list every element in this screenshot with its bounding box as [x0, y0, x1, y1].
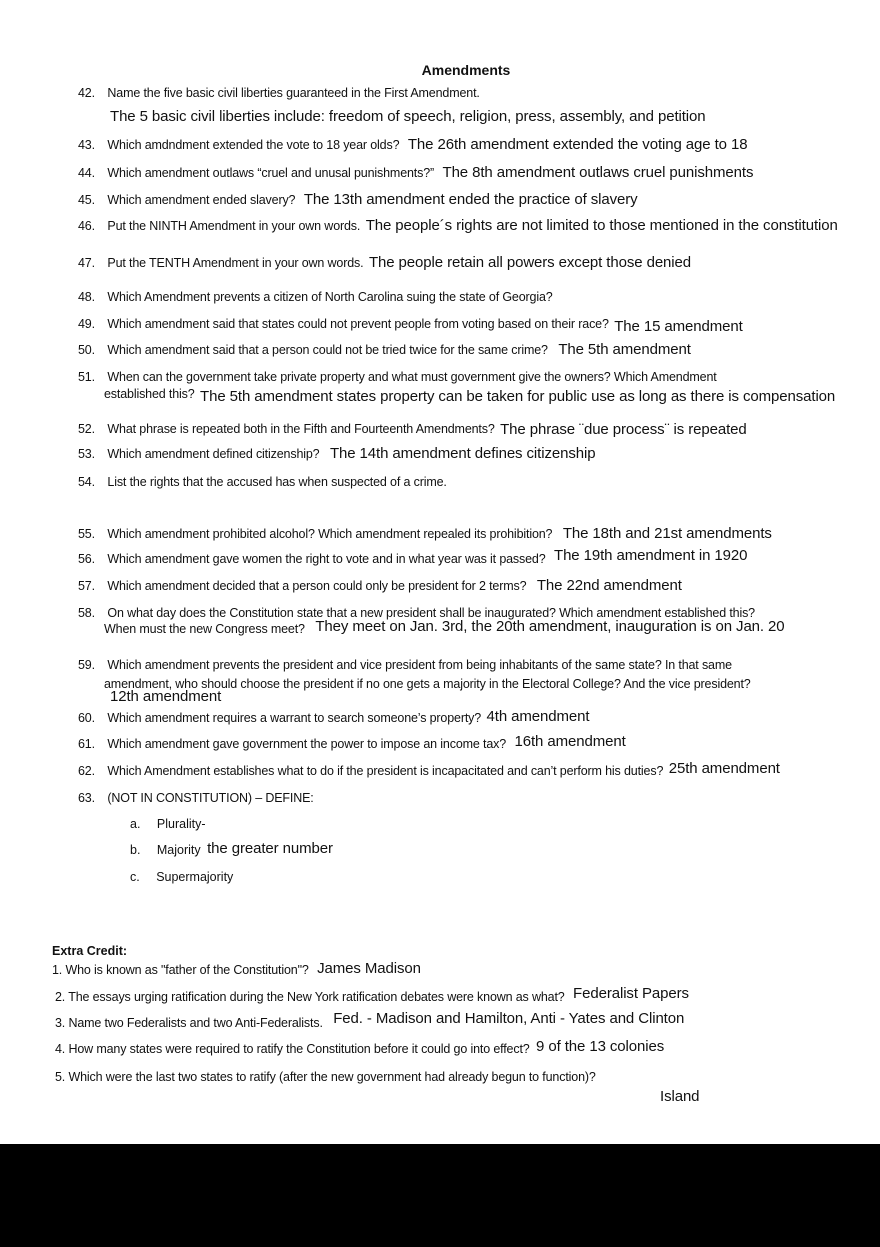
- question-52: [78, 420, 747, 438]
- question-number: 44.: [78, 166, 95, 180]
- definition-letter: a.: [130, 817, 141, 831]
- extra-credit-1: [52, 961, 421, 979]
- question-number: 58.: [78, 606, 95, 620]
- question-text: When must the new Congress meet?: [104, 622, 305, 636]
- question-number: 49.: [78, 317, 95, 331]
- question-57: [78, 577, 682, 595]
- definition-term: Majority: [156, 843, 201, 857]
- question-text: Which amendment defined citizenship?: [107, 447, 320, 461]
- question-42: [78, 84, 480, 102]
- answer-59: [110, 688, 221, 706]
- answer-text: The phrase ¨due process¨ is repeated: [500, 421, 747, 438]
- answer-text: The 14th amendment defines citizenship: [329, 445, 596, 462]
- question-number: 60.: [78, 711, 95, 725]
- question-text: Which amdndment extended the vote to 18 year olds?: [107, 138, 400, 152]
- question-53: [78, 445, 595, 463]
- question-47: [78, 254, 691, 272]
- definition-letter: b.: [130, 843, 141, 857]
- question-text: Which amendment prohibited alcohol? Which amendment repealed its prohibition?: [107, 527, 553, 541]
- question-text: When can the government take private property and what must government give the owners? Which Amendment: [107, 370, 717, 384]
- question-number: 59.: [78, 658, 95, 672]
- question-text: 1. Who is known as "father of the Constitution"?: [52, 963, 309, 977]
- extra-credit-5: [55, 1068, 596, 1086]
- question-text: 5. Which were the last two states to ratify (after the new government had already begun to function)?: [55, 1070, 596, 1084]
- answer-text: 9 of the 13 colonies: [536, 1038, 665, 1055]
- question-number: 52.: [78, 422, 95, 436]
- question-60: [78, 709, 589, 727]
- question-text: Which amendment decided that a person could only be president for 2 terms?: [107, 579, 527, 593]
- answer-text: The 8th amendment outlaws cruel punishments: [442, 164, 754, 181]
- question-text: Put the NINTH Amendment in your own words.: [107, 219, 361, 233]
- question-text: Which amendment said that a person could not be tried twice for the same crime?: [107, 343, 548, 357]
- question-text: What phrase is repeated both in the Fifth and Fourteenth Amendments?: [107, 422, 495, 436]
- question-text: (NOT IN CONSTITUTION) – DEFINE:: [107, 791, 314, 805]
- answer-text: The 15 amendment: [614, 318, 743, 335]
- question-text: Name the five basic civil liberties guaranteed in the First Amendment.: [107, 86, 480, 100]
- question-text: Which amendment ended slavery?: [107, 193, 296, 207]
- question-number: 48.: [78, 290, 95, 304]
- question-number: 51.: [78, 370, 95, 384]
- extra-credit-heading: Extra Credit:: [52, 944, 128, 958]
- answer-text: The 5 basic civil liberties include: freedom of speech, religion, press, assembly, and petition: [110, 108, 706, 125]
- black-bar: [0, 1144, 880, 1247]
- question-51: [78, 368, 717, 386]
- question-62: [78, 762, 780, 780]
- answer-text: The 18th and 21st amendments: [562, 525, 772, 542]
- answer-text: The 13th amendment ended the practice of slavery: [303, 191, 638, 208]
- question-number: 47.: [78, 256, 95, 270]
- question-number: 50.: [78, 343, 95, 357]
- question-text: Which amendment said that states could not prevent people from voting based on their race?: [107, 317, 609, 331]
- answer-42: [110, 108, 706, 126]
- question-45: [78, 191, 638, 209]
- extra-credit-5-answer: [660, 1088, 699, 1106]
- answer-text: The people retain all powers except those denied: [368, 254, 692, 271]
- answer-text: 25th amendment: [668, 760, 780, 777]
- answer-text: The 5th amendment: [558, 341, 691, 358]
- question-number: 57.: [78, 579, 95, 593]
- definition-plurality: [130, 815, 206, 833]
- definition-letter: c.: [130, 870, 140, 884]
- question-number: 43.: [78, 138, 95, 152]
- question-number: 42.: [78, 86, 95, 100]
- question-50: [78, 341, 691, 359]
- question-text: On what day does the Constitution state that a new president shall be inaugurated? Which amendment established this?: [107, 606, 755, 620]
- question-number: 61.: [78, 737, 95, 751]
- question-number: 63.: [78, 791, 95, 805]
- question-49: [78, 315, 743, 333]
- definition-majority: [130, 841, 333, 859]
- answer-text: Island: [660, 1088, 700, 1105]
- question-56: [78, 547, 748, 568]
- definition-term: Supermajority: [156, 870, 234, 884]
- answer-text: The 26th amendment extended the voting age to 18: [407, 136, 748, 153]
- question-number: 55.: [78, 527, 95, 541]
- answer-text: Federalist Papers: [573, 985, 689, 1002]
- question-text: 2. The essays urging ratification during the New York ratification debates were known as what?: [55, 990, 565, 1004]
- extra-credit-3: [55, 1010, 685, 1032]
- question-61: [78, 735, 626, 753]
- question-number: 46.: [78, 219, 95, 233]
- definition-supermajority: [130, 868, 233, 886]
- question-text: amendment, who should choose the president if no one gets a majority in the Electoral College? And the vice president?: [104, 677, 751, 691]
- question-text: Which amendment gave women the right to vote and in what year was it passed?: [107, 552, 546, 566]
- question-55: [78, 525, 772, 543]
- question-text: Which Amendment establishes what to do if the president is incapacitated and can’t perform his duties?: [107, 764, 664, 778]
- question-43: [78, 136, 747, 154]
- question-46: [78, 217, 838, 235]
- answer-text: The 5th amendment states property can be taken for public use as long as there is compensation: [200, 388, 836, 405]
- question-text: 4. How many states were required to ratify the Constitution before it could go into effect?: [55, 1042, 530, 1056]
- question-44: [78, 164, 753, 182]
- answer-text: the greater number: [207, 840, 333, 857]
- answer-text: 12th amendment: [110, 688, 222, 705]
- answer-text: James Madison: [317, 960, 421, 977]
- question-text: established this?: [104, 387, 195, 401]
- answer-text: The people´s rights are not limited to those mentioned in the constitution: [365, 217, 838, 234]
- question-58-continued: [104, 620, 785, 638]
- question-text: Which Amendment prevents a citizen of North Carolina suing the state of Georgia?: [107, 290, 553, 304]
- extra-credit-2: [55, 985, 689, 1006]
- question-number: 45.: [78, 193, 95, 207]
- answer-text: Fed. - Madison and Hamilton, Anti - Yates and Clinton: [333, 1010, 685, 1027]
- question-number: 62.: [78, 764, 95, 778]
- page-title: Amendments: [421, 62, 511, 78]
- question-text: Which amendment requires a warrant to search someone’s property?: [107, 711, 482, 725]
- question-number: 56.: [78, 552, 95, 566]
- question-63: [78, 789, 314, 807]
- definition-term: Plurality-: [156, 817, 206, 831]
- question-text: Which amendment prevents the president and vice president from being inhabitants of the same state? In that same: [107, 658, 732, 672]
- question-text: Put the TENTH Amendment in your own words.: [107, 256, 364, 270]
- question-54: [78, 473, 447, 491]
- question-number: 54.: [78, 475, 95, 489]
- question-48: [78, 288, 553, 306]
- answer-text: 4th amendment: [486, 708, 590, 725]
- extra-credit-4: [55, 1040, 664, 1058]
- answer-text: The 22nd amendment: [536, 577, 682, 594]
- question-text: Which amendment outlaws “cruel and unusal punishments?”: [107, 166, 435, 180]
- answer-text: The 19th amendment in 1920: [554, 547, 748, 564]
- question-text: 3. Name two Federalists and two Anti-Federalists.: [55, 1016, 323, 1030]
- question-59: [78, 656, 732, 674]
- question-text: List the rights that the accused has when suspected of a crime.: [107, 475, 447, 489]
- question-number: 53.: [78, 447, 95, 461]
- answer-text: They meet on Jan. 3rd, the 20th amendment, inauguration is on Jan. 20: [315, 618, 785, 635]
- question-51-continued: [104, 385, 835, 403]
- answer-text: 16th amendment: [514, 733, 626, 750]
- question-text: Which amendment gave government the power to impose an income tax?: [107, 737, 507, 751]
